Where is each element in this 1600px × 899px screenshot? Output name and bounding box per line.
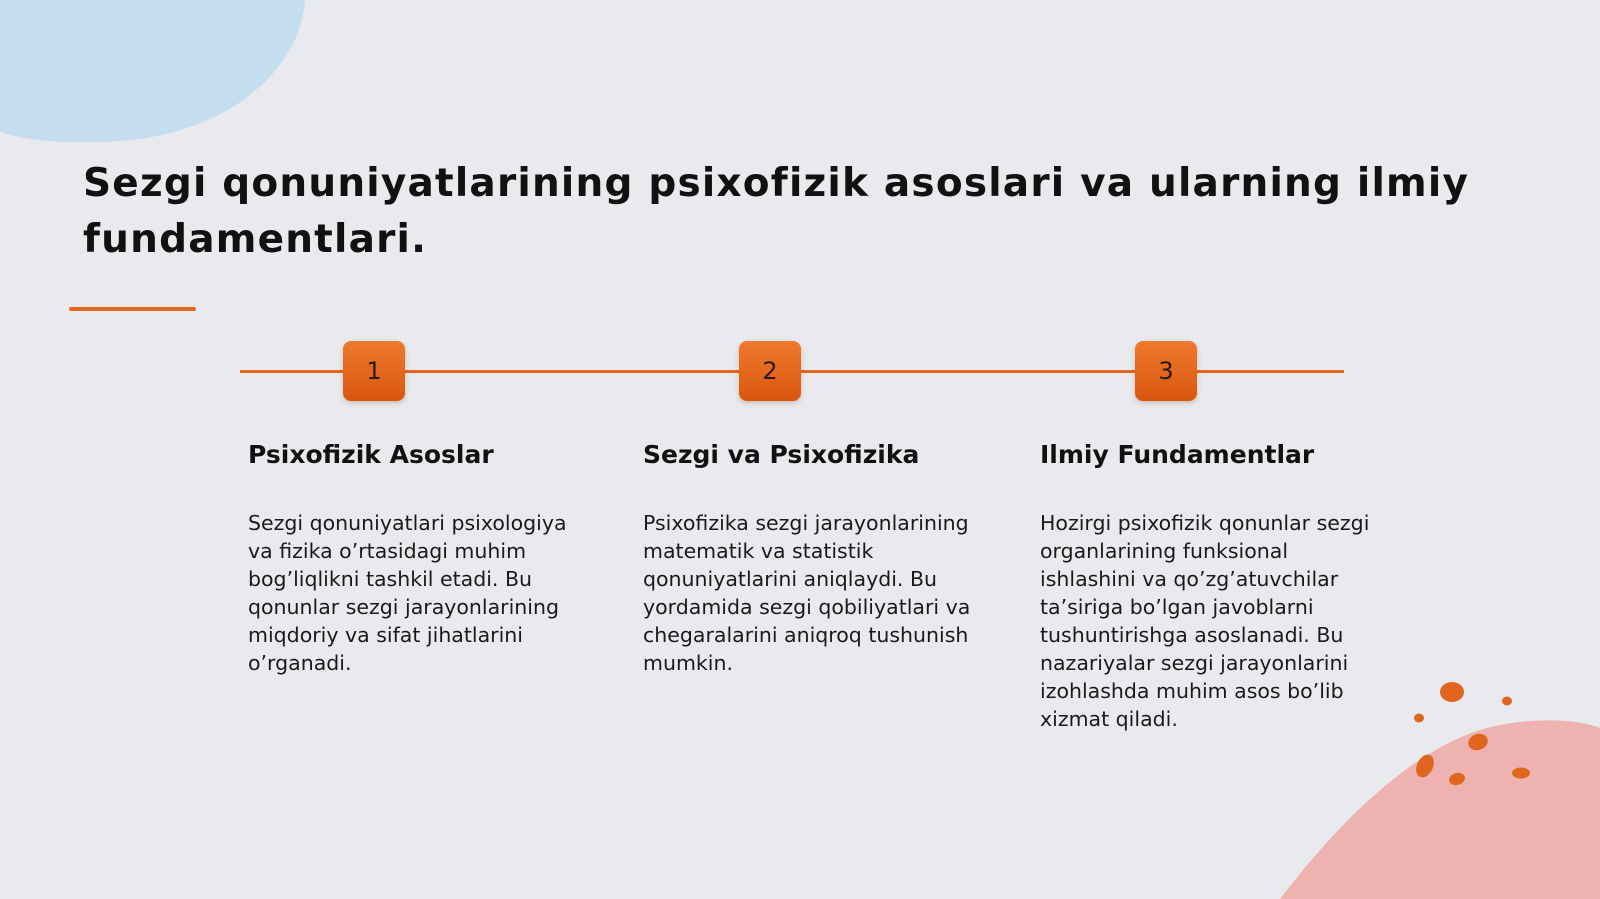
pink-blob-shape — [1280, 720, 1600, 899]
blue-blob-shape — [0, 0, 305, 142]
paint-splatter-shapes — [1413, 682, 1530, 787]
page-title: Sezgi qonuniyatlarining psixofizik asoslari va ularning ilmiy fundamentlari. — [83, 161, 1470, 262]
step-3-description: Hozirgi psixofizik qonunlar sezgi organlarining funksional ishlashini va qo’zg’atuvchilar ta’siriga bo’lgan javoblarni tushuntirishga asoslanadi. Bu nazariyalar sezgi jarayonlarini izohlashda muhim asos bo’lib xizmat qiladi. — [1040, 511, 1370, 731]
step-2-heading: Sezgi va Psixofizika — [643, 440, 920, 469]
step-1-heading: Psixofizik Asoslar — [248, 440, 494, 469]
step-1-marker: 1 — [343, 341, 405, 401]
step-3-marker: 3 — [1135, 341, 1197, 401]
title-underline — [69, 307, 196, 311]
step-2-marker: 2 — [739, 341, 801, 401]
step-1-description: Sezgi qonuniyatlari psixologiya va fizika o’rtasidagi muhim bog’liqlikni tashkil etadi. Bu qonunlar sezgi jarayonlarining miqdoriy va sifat jihatlarini o’rganadi. — [248, 511, 567, 675]
step-3-heading: Ilmiy Fundamentlar — [1040, 440, 1315, 469]
step-2-description: Psixofizika sezgi jarayonlarining matematik va statistik qonuniyatlarini aniqlaydi. Bu yordamida sezgi qobiliyatlari va chegaralarini aniqroq tushunish mumkin. — [643, 511, 971, 675]
